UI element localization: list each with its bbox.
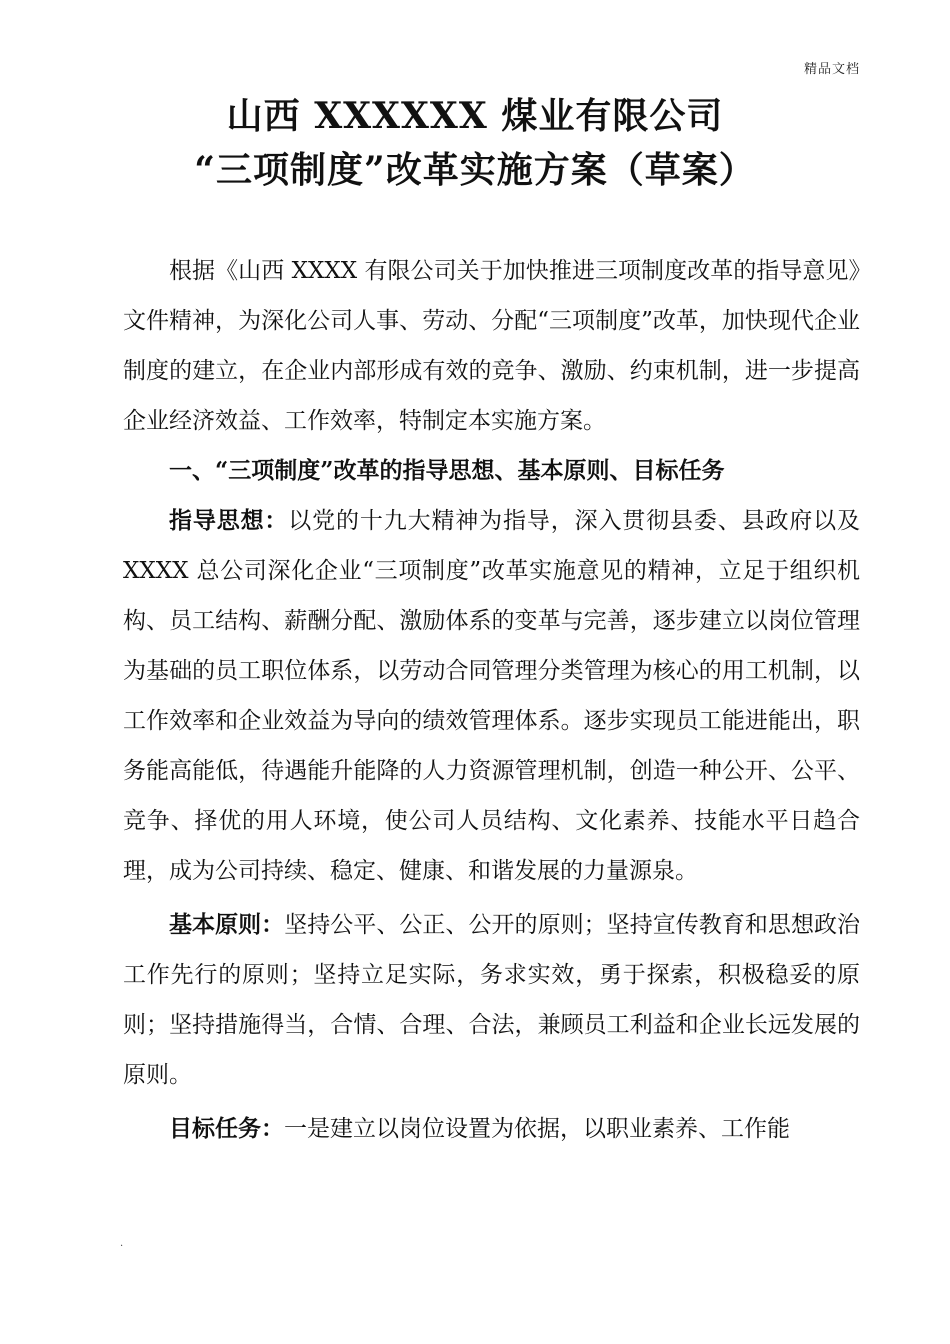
basic-principles-label: 基本原则： bbox=[169, 911, 285, 938]
target-tasks-text: 一是建立以岗位设置为依据，以职业素养、工作能 bbox=[284, 1116, 790, 1142]
footer-mark: . bbox=[120, 1238, 124, 1249]
guiding-ideology-text: 以党的十九大精神为指导，深入贯彻县委、县政府以及 XXXX 总公司深化企业“三项制度”改革实施意见的精神，立足于组织机构、员工结构、薪酬分配、激励体系的变革与完善，逐步建立以岗位管理为基础的员工职位体系，以劳动合同管理分类管理为核心的用工机制，以工作效率和企业效益为导向的绩效管理体系。逐步实现员工能进能出，职务能高能低，待遇能升能降的人力资源管理机制，创造一种公开、公平、竞争、择优的用人环境，使公司人员结构、文化素养、技能水平日趋合理，成为公司持续、稳定、健康、和谐发展的力量源泉。 bbox=[123, 508, 861, 884]
document-body bbox=[123, 246, 860, 1154]
basic-principles-paragraph bbox=[123, 900, 860, 1100]
document-title-line-2: “三项制度”改革实施方案（草案） bbox=[194, 149, 756, 191]
target-tasks-paragraph bbox=[123, 1104, 860, 1154]
section-heading-1: 一、“三项制度”改革的指导思想、基本原则、目标任务 bbox=[169, 457, 725, 484]
target-tasks-label: 目标任务： bbox=[169, 1115, 284, 1142]
document-watermark-label: 精品文档 bbox=[803, 62, 860, 77]
guiding-ideology-label: 指导思想： bbox=[169, 507, 289, 534]
intro-paragraph: 根据《山西 XXXX 有限公司关于加快推进三项制度改革的指导意见》文件精神，为深化公司人事、劳动、分配“三项制度”改革，加快现代企业制度的建立，在企业内部形成有效的竞争、激励、约束机制，进一步提高企业经济效益、工作效率，特制定本实施方案。 bbox=[123, 258, 860, 434]
document-title-line-1: 山西 XXXXXX 煤业有限公司 bbox=[226, 95, 724, 137]
guiding-ideology-paragraph bbox=[123, 496, 860, 896]
basic-principles-text: 坚持公平、公正、公开的原则；坚持宣传教育和思想政治工作先行的原则；坚持立足实际，务求实效，勇于探索，积极稳妥的原则；坚持措施得当，合情、合理、合法，兼顾员工利益和企业长远发展的原则。 bbox=[123, 912, 861, 1088]
